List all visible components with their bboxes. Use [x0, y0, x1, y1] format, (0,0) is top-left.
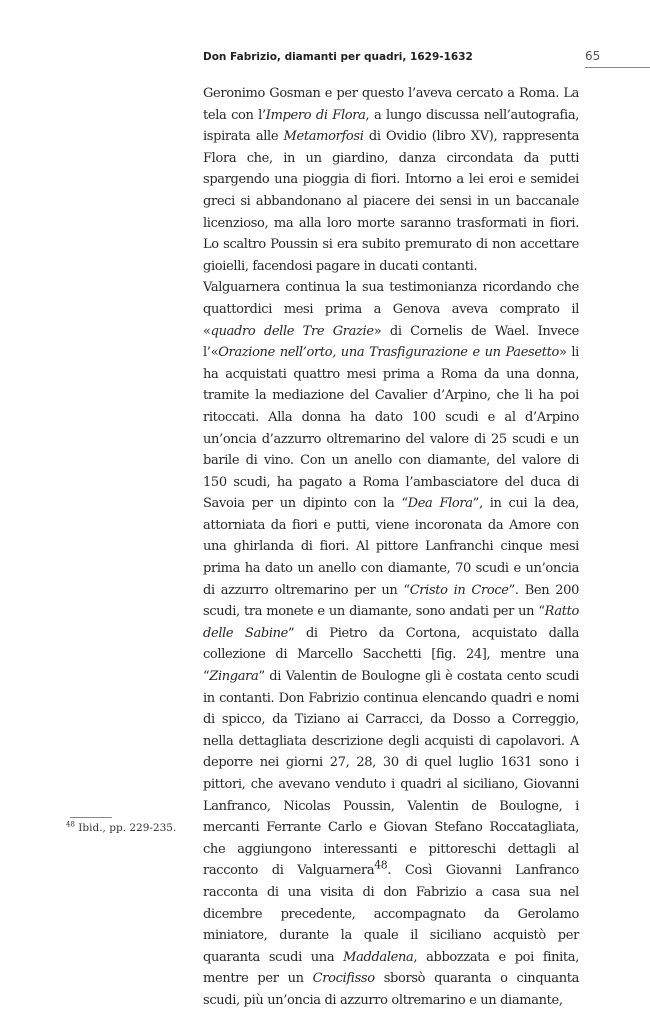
text-run: ” di Valentin de Boulogne gli è costata cento scudi in contanti. Don Fabrizio continua elencando quadri e nomi di spicco, da Tiziano ai Carracci, da Dosso a Correggio, nella dettagliata descrizione degli acquisti di capolavori. A deporre nei giorni 27, 28, 30 di quel luglio 1631 sono i pittori, che avevano venduto i quadri al siciliano, Giovanni Lanfranco, Nicolas Poussin, Valentin de Boulogne, i mercanti Ferrante Carlo e Giovan Stefano Roccatagliata, che aggiungono interessanti e pittoreschi dettagli al racconto di Valguarnera	[203, 669, 579, 879]
italic-title: Dea Flora	[407, 496, 473, 512]
text-run: » li ha acquistati quattro mesi prima a Roma da una donna, tramite la mediazione del Cavalier d’Arpino, che li ha poi ritoccati. Alla donna ha dato 100 scudi e al d’Arpino un’oncia d’azzurro oltremarino del valore di 25 scudi e un barile di vino. Con un anello con diamante, del valore di 150 scudi, ha pagato a Roma l’ambasciatore del duca di Savoia per un dipinto con la “	[203, 345, 579, 512]
italic-title: Impero di Flora	[265, 107, 366, 123]
italic-title: Orazione nell’orto, una Trasfigurazione e un Paesetto	[218, 345, 559, 361]
italic-title: Metamorfosi	[283, 129, 364, 145]
text-run: » di Cornelis de Wael. Invece l’«	[203, 323, 579, 361]
text-run: ”, in cui la dea, attorniata da fiori e putti, viene incoronata da Amore con una ghirlanda di fiori. Al pittore Lanfranchi cinque mesi prima ha dato un anello con diamante, 70 scudi e un’oncia di azzurro oltremarino per un “	[203, 496, 579, 598]
body-text	[203, 83, 579, 1012]
paragraph-2	[203, 277, 579, 1011]
footnote-rule	[70, 817, 112, 818]
text-run: Valguarnera continua la sua testimonianza ricordando che quattordici mesi prima a Genova aveva comprato il «	[203, 280, 579, 339]
page-number: 65	[585, 49, 601, 63]
italic-title: quadro delle Tre Grazie	[210, 323, 374, 339]
footnote	[66, 822, 176, 834]
running-title: Don Fabrizio, diamanti per quadri, 1629-1632	[203, 51, 473, 63]
text-run: di Ovidio (libro XV), rappresenta Flora che, in un giardino, danza circondata da putti spargendo una pioggia di fiori. Intorno a lei eroi e semidei greci si abbandonano al piacere dei sensi in un baccanale licenzioso, ma alla loro morte saranno trasformati in fiori. Lo scaltro Poussin si era subito premurato di non accettare gioielli, facendosi pagare in ducati contanti.	[203, 129, 579, 274]
paragraph-1	[203, 83, 579, 277]
footnote-reference[interactable]: 48	[374, 859, 388, 873]
text-run: , abbozzata e poi finita, mentre per un	[203, 949, 579, 987]
header-rule	[585, 67, 650, 68]
text-run: . Così Giovanni Lanfranco racconta di una visita di don Fabrizio a casa sua nel dicembre precedente, accompagnato da Gerolamo miniatore, durante la quale il siciliano acquistò per quaranta scudi una	[203, 863, 579, 965]
footnote-text: Ibid., pp. 229-235.	[74, 822, 177, 834]
text-run: Geronimo Gosman e per questo l’aveva cercato a Roma. La tela con l’	[203, 86, 579, 123]
italic-title: Cristo in Croce	[409, 582, 509, 598]
footnote-number: 48	[66, 820, 75, 829]
text-run: , a lungo discussa nell’autografia, ispirata alle	[203, 107, 579, 145]
text-run: ” di Pietro da Cortona, acquistato dalla collezione di Marcello Sacchetti [fig. 24], mentre una “	[203, 625, 579, 685]
italic-title: Maddalena	[343, 949, 414, 965]
italic-title: Ratto delle Sabine	[203, 604, 579, 641]
text-run: ”. Ben 200 scudi, tra monete e un diamante, sono andati per un “	[203, 582, 579, 620]
italic-title: Zingara	[209, 669, 259, 685]
text-run: sborsò quaranta o cinquanta scudi, più un’oncia di azzurro oltremarino e un diamante,	[203, 971, 580, 1008]
italic-title: Crocifisso	[312, 971, 375, 987]
